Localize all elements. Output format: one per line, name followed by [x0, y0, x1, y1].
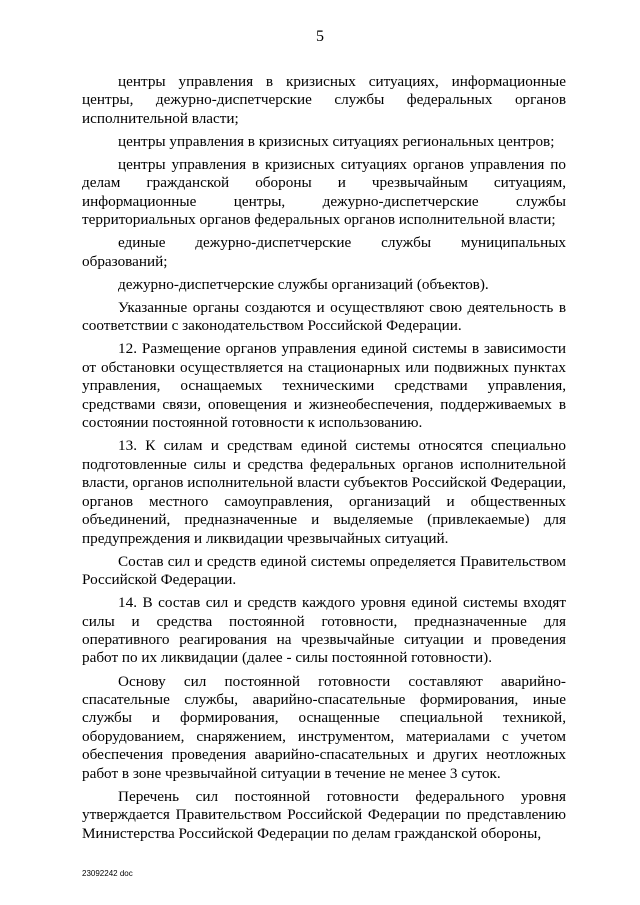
body-text: [82, 73, 566, 848]
paragraph: дежурно-диспетчерские службы организаций (объектов).: [118, 275, 489, 293]
paragraph: Указанные органы создаются и осуществляют свою деятельность в соответствии с законодательством Российской Федерации.: [82, 298, 566, 335]
paragraph: Перечень сил постоянной готовности федерального уровня утверждается Правительством Российской Федерации по представлению Министерства Российской Федерации по делам гражданской обороны,: [82, 787, 566, 842]
page-number: 5: [316, 28, 324, 45]
paragraph: 12. Размещение органов управления единой системы в зависимости от обстановки осуществляется на стационарных или подвижных пунктах управления, оснащаемых техническими средствами управления, средствами связи, оповещения и жизнеобеспечения, поддерживаемых в состоянии постоянной готовности к использованию.: [82, 340, 566, 432]
paragraph: центры управления в кризисных ситуациях региональных центров;: [118, 132, 555, 150]
paragraph: единые дежурно-диспетчерские службы муниципальных образований;: [82, 234, 566, 270]
paragraph: центры управления в кризисных ситуациях органов управления по делам гражданской обороны и чрезвычайным ситуациям, информационные центры, дежурно-диспетчерские службы территориальных органов федеральных органов исполнительной власти;: [82, 156, 566, 229]
footer-doc-code: 23092242 doc: [82, 869, 133, 878]
paragraph: 13. К силам и средствам единой системы относятся специально подготовленные силы и средства федеральных органов исполнительной власти, органов исполнительной власти субъектов Российской Федерации, органов местного самоуправления, организаций и общественных объединений, предназначенные и выделяемые (привлекаемые) для предупреждения и ликвидации чрезвычайных ситуаций.: [82, 437, 566, 547]
paragraph: Состав сил и средств единой системы определяется Правительством Российской Федерации.: [82, 552, 566, 589]
paragraph: Основу сил постоянной готовности составляют аварийно-спасательные службы, аварийно-спасательные формирования, иные службы и формирования, оснащенные специальной техникой, оборудованием, снаряжением, инструментом, материалами с учетом обеспечения проведения аварийно-спасательных и других неотложных работ в зоне чрезвычайной ситуации в течение не менее 3 суток.: [82, 672, 566, 782]
paragraph: центры управления в кризисных ситуациях, информационные центры, дежурно-диспетчерские службы федеральных органов исполнительной власти;: [82, 73, 566, 127]
paragraph: 14. В состав сил и средств каждого уровня единой системы входят силы и средства постоянной готовности, предназначенные для оперативного реагирования на чрезвычайные ситуации и проведения работ по их ликвидации (далее - силы постоянной готовности).: [82, 594, 566, 667]
